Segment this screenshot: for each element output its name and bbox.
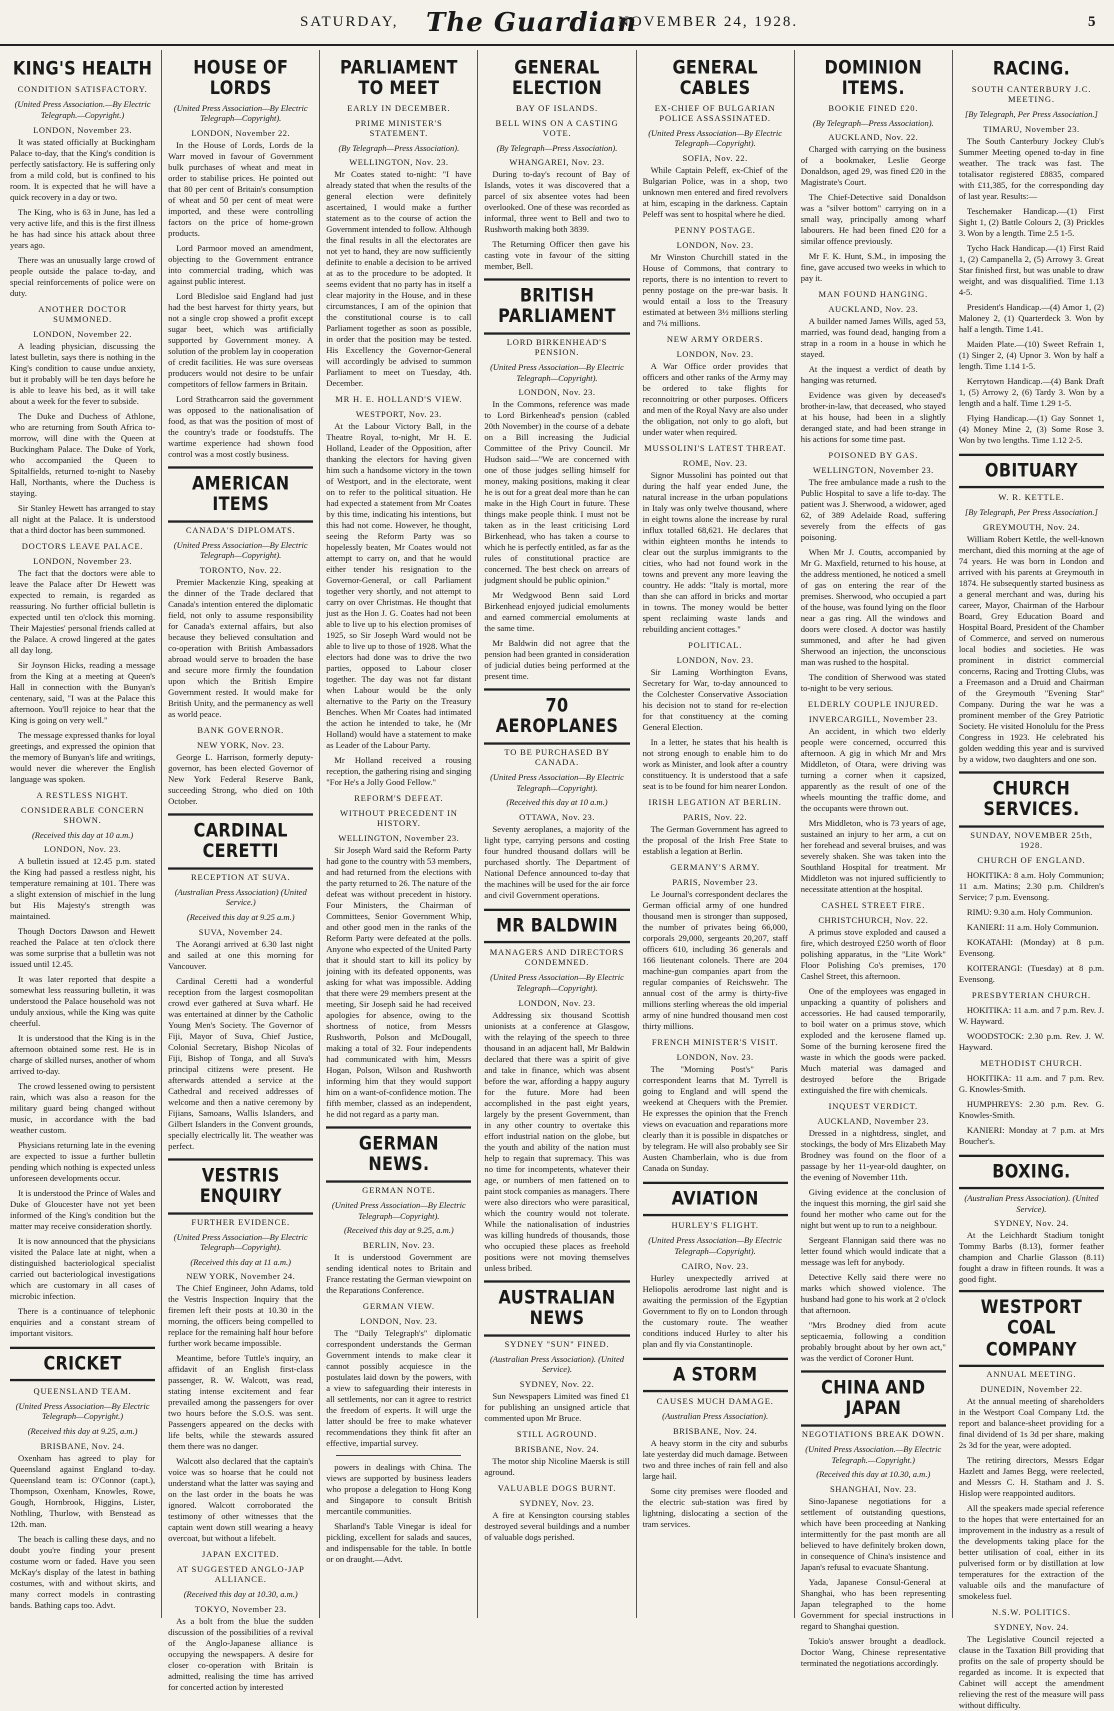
paragraph: A builder named James Wills, aged 53, married, was found dead, hanging from a strap in a room in a house in which he stayed. <box>800 316 946 360</box>
dateline: LONDON, November 22. <box>33 328 132 339</box>
dateline: SYDNEY, Nov. 22. <box>519 1378 595 1389</box>
headline-dominion-items: DOMINION ITEMS. <box>824 56 923 100</box>
subhead: DOCTORS LEAVE PALACE. <box>21 540 144 551</box>
dateline: PARIS, November 23. <box>672 877 758 888</box>
divider <box>336 1455 461 1456</box>
subhead: TO BE PURCHASED BY CANADA. <box>504 747 610 768</box>
received-note: (Received this day at 10 a.m.) <box>506 797 608 808</box>
headline-american-items: AMERICAN ITEMS <box>168 466 313 522</box>
column-2 <box>162 50 320 1692</box>
paragraph: It is understood Government are sending identical notes to Britain and France restating the German viewpoint on the Reparations Conference. <box>326 1252 472 1296</box>
column-5 <box>637 50 795 1618</box>
paragraph: Cardinal Ceretti had a wonderful reception from the largest cosmopolitan crowd ever gathered at Suva wharf. He was entertained at dinner by the Catholic Young Men's Society. The Governor of Fiji, Mayor of Suva, Chief Justice, Colonial Secretary, Bishop Nicolas of Fiji, Bishop of Tonga, and all Suva's principal citizens were present. He afterwards attended a service at the Cathedral and received addresses of welcome and then a native ceremony by Fijians, Samoans, Wallis Islanders, and Gilbert Islanders in the Convent grounds, specially electrically lit. The weather was perfect. <box>168 975 314 1151</box>
dateline: CAIRO, Nov. 23. <box>681 1260 749 1271</box>
race-result: Tycho Hack Handicap.—(1) First Raid 1, (2) Campanella 2, (5) Arrowy 3. Great Star finished first, but was unable to draw weight, and was disqualified. Time 1.13 4-5. <box>958 243 1104 298</box>
received-note: (Received this day at 11 a.m.) <box>190 1256 292 1267</box>
headline-vestris-enquiry: VESTRIS ENQUIRY <box>168 1158 313 1214</box>
paragraph: Mr Baldwin did not agree that the pension had been granted in consideration of judicial duties being performed at the present time. <box>484 638 630 682</box>
received-note: (Received this day at 9.25 a.m.) <box>186 912 295 923</box>
paragraph: Detective Kelly said there were no marks which showed violence. The husband had gone to his work at 2 o'clock that afternoon. <box>800 1272 946 1316</box>
press-credit: (Australian Press Association). <box>662 1411 769 1422</box>
press-credit: (United Press Association—By Electric Telegraph—Copyright). <box>173 102 308 124</box>
paragraph: Le Journal's correspondent declares the German official army of one hundred thousand men is stronger than supposed, the number of privates being 66,000, corporals 29,000, sergeants 20,207, staff officers 610, including 36 generals and 166 lieutenant colonels. There are 204 machine-gun companies apart from the regular companies of Reichswehr. The annual cost of the army is thirty-five millions sterling whereas the old imperial army of nine hundred thousand men cost thirty millions. <box>642 889 788 1032</box>
headline-racing: RACING. <box>992 57 1070 80</box>
subhead: MANAGERS AND DIRECTORS CONDEMNED. <box>489 947 625 968</box>
paragraph: At the Labour Victory Ball, in the Theatre Royal, to-night, Mr H. E. Holland, Leader of the Opposition, after thanking the electors for having given him such a handsome victory in the town of Westport, and in the electorate, went on to refer to the political situation. He had expected a statement from Mr Coates by this time, indicating his intentions, but this had not come. However, he thought, seeing the Reform Party was so hopelessly beaten, Mr Coates would not attempt to carry on, and that he would either tender his resignation to the Governor-General, or call Parliament together very shortly, and not attempt to carry on over Christmas. He thought that just as the Hon J. G. Coates had not been able to live up to his election promises of 1925, so Sir Joseph Ward would not be able to live up to those of 1928. What the electors had done was to drive the two parties, opposed to Labour closer together. The day was not far distant when Labour would be the only alternative to the Party on the Treasury Benches. When Mr Coates had intimated the action he intended to take, he (Mr Holland) would have a statement to make as Leader of the Labour Party. <box>326 421 472 751</box>
press-credit: (United Press Association—By Electric Telegraph—Copyright). <box>490 972 624 994</box>
paragraph: The fact that the doctors were able to leave the Palace after Dr Hewett was expected to remain, is regarded as reassuring. No further official bulletin is expected until ten o'clock this morning. Their Majesties' personal friends called at the Palace. A crowd lingered at the gates all day long. <box>10 567 156 655</box>
subhead: ANOTHER DOCTOR SUMMONED. <box>38 303 127 324</box>
paragraph: Sir Stanley Hewett has arranged to stay all night at the Palace. It is understood that a third doctor has been summoned. <box>10 502 156 535</box>
paragraph: As a bolt from the blue the sudden discussion of the possibilities of a revival of the Anglo-Japanese alliance is occupying the newspapers. A desire for closer co-operation with Britain is admitted, realising the time has arrived for concerted action by interested <box>168 1616 314 1692</box>
dateline: WHANGAREI, Nov. 23. <box>509 157 605 168</box>
subhead: W. R. KETTLE. <box>998 492 1065 503</box>
press-credit: (United Press Association—By Electric Telegraph—Copyright). <box>173 1231 308 1253</box>
press-credit: (By Telegraph—Press Association). <box>496 142 618 153</box>
dateline: SYDNEY, Nov. 24. <box>994 1218 1069 1229</box>
paragraph: It was later reported that despite a somewhat less reassuring bulletin, it was understood the Palace household was not unduly anxious, while the King was quite cheerful. <box>10 974 156 1029</box>
paragraph: Lord Strathcarron said the government was opposed to the nationalisation of food, as that was the position of most of the country's trade or foodstuffs. The wartime experience had shown food control was a most costly business. <box>168 394 314 460</box>
dateline: BRISBANE, Nov. 24. <box>673 1425 758 1436</box>
subhead: ANNUAL MEETING. <box>986 1368 1077 1379</box>
column-6 <box>795 50 953 1669</box>
headline-cricket: CRICKET <box>10 1347 155 1382</box>
paragraph: The "Morning Post's" Paris correspondent learns that M. Tyrrell is going to England and will spend the weekend at Chequers with the Premier. He expresses the opinion that the French views on evacuation and reparations more clearly than it is possible in dispatches or by telegram. He will also probably see Sir Austen Chamberlain, who is due from Canada on Sunday. <box>642 1064 788 1174</box>
dateline: AUCKLAND, Nov. 22. <box>828 132 919 143</box>
press-credit: (United Press Association—By Electric Telegraph—Copyright). <box>490 362 624 383</box>
paragraph: Oxenham has agreed to play for Queensland against England to-day. Queensland team is: O'Connor (capt.), Thompson, Oxenham, Knowles, Rowe, Gough, Hornbrook, Higgins, Lister, Nothling, Thurlow, with Benstead as 12th. man. <box>10 1452 156 1529</box>
dateline: NEW YORK, Nov. 23. <box>197 740 285 751</box>
paragraph: The condition of Sherwood was stated to-night to be very serious. <box>800 672 946 694</box>
paragraph: Mr Holland received a rousing reception, the gathering rising and singing "For He's a Jolly Good Fellow." <box>326 755 472 788</box>
press-credit: (Australian Press Association) (United Service.) <box>174 886 307 908</box>
paragraph: Tokio's answer brought a deadlock. Doctor Wang, Chinese representative terminated the negotiations accordingly. <box>800 1636 946 1669</box>
paragraph: Mrs Middleton, who is 73 years of age, sustained an injury to her arm, a cut on her forehead and several bruises, and was severely shaken. She was taken into the Southland Hospital for treatment. Mr Middleton was not injured sufficiently to necessitate attention at the hospital. <box>800 818 946 895</box>
subhead: CAUSES MUCH DAMAGE. <box>656 1396 774 1407</box>
dateline: SYDNEY, Nov. 24. <box>994 1621 1069 1632</box>
subhead: PENNY POSTAGE. <box>674 225 756 236</box>
race-result: President's Handicap.—(4) Amor 1, (2) Maloney 2, (1) Quarterdeck 3. Won by half a length. Time 1.41. <box>958 302 1104 335</box>
headline-kings-health: KING'S HEALTH <box>12 57 153 80</box>
paragraph: Lord Bledisloe said England had just had the best harvest for thirty years, but not a single crop showed a profit except sugar beet, which was artificially supported by Government money. A solution of the problem lay in cooperation of credit facilities. He was sure overseas producers would not desire to be unfair competitors of fellow farmers in Britain. <box>168 291 314 390</box>
dateline: SOFIA, Nov. 22. <box>682 153 748 164</box>
paragraph: A leading physician, discussing the latest bulletin, says there is nothing in the King's condition to cause undue anxiety, but it probably will be ten days before he is able to leave his bed, as it will take about a week for the fever to subside. <box>10 340 156 406</box>
subhead: GERMAN VIEW. <box>362 1301 435 1312</box>
subhead: CANADA'S DIPLOMATS. <box>185 524 296 535</box>
press-credit: (United Press Association.—By Electric Telegraph.—Copyright.) <box>805 1444 942 1465</box>
subhead: PRIME MINISTER'S STATEMENT. <box>355 117 443 138</box>
paragraph: Physicians returning late in the evening are expected to issue a further bulletin pending which nothing is expected unless unforeseen developments occur. <box>10 1140 156 1184</box>
received-note: (Received this day at 9.25, a.m.) <box>27 1425 138 1436</box>
dateline: SHANGHAI, Nov. 23. <box>829 1484 917 1495</box>
paragraph: The German Government has agreed to the proposal of the Irish Free State to establish a legation at Berlin. <box>642 824 788 857</box>
paragraph: The free ambulance made a rush to the Public Hospital to save a life to-day. The patient was J. Sherwood, a widower, aged 62, of 389 Adelaide Road, suffering severely from the effects of gas poisoning. <box>800 477 946 543</box>
subhead: A RESTLESS NIGHT. <box>36 789 129 800</box>
subhead: INQUEST VERDICT. <box>828 1101 918 1112</box>
paragraph: At the Leichhardt Stadium tonight Tommy Barbs (8.13), former feather champion and Charlie Glasson (8.11) fought a draw in fifteen rounds. It was a good fight. <box>958 1230 1104 1285</box>
dateline: NEW YORK, November 24. <box>186 1271 296 1282</box>
paragraph: Sir Joseph Ward said the Reform Party had gone to the country with 53 members, and had returned from the elections with the party returned to 26. The nature of the defeat was without precedent in history. Four Ministers, the Chairman of Committees, Senior Government Whip, and other good men in the ranks of the Reform Party were defeated at the polls. Anyone who expected of the United Party that it should start to kill its policy by joining with its defeated opponents, was asking for what was impossible. Adding that there were 29 members present at the meeting, Sir Joseph said he had received apologies for absence, owing to the shortness of notice, from Messrs Rushworth, Polson and McDougall, making a total of 32. Four independents had communicated with him, Messrs Hogan, Polson, Wilson and Rushworth informing him that they would support him on a want-of-confidence motion. The fifth member, classed as an independent, he did not regard as a party man. <box>326 845 472 1120</box>
page-number: 5 <box>1088 14 1096 30</box>
paragraph: At the inquest a verdict of death by hanging was returned. <box>800 364 946 386</box>
subhead: FURTHER EVIDENCE. <box>191 1216 290 1227</box>
subhead: EX-CHIEF OF BULGARIAN POLICE ASSASSINATED. <box>654 102 776 123</box>
subhead: JAPAN EXCITED. <box>201 1549 280 1560</box>
subhead: BELL WINS ON A CASTING VOTE. <box>495 117 619 138</box>
subhead: ELDERLY COUPLE INJURED. <box>807 699 939 710</box>
service-listing: RIMU: 9.30 a.m. Holy Communion. <box>966 906 1093 917</box>
press-credit: (United Press Association.—By Electric Telegraph.—Copyright.) <box>14 99 151 121</box>
paragraph: Mr Winston Churchill stated in the House of Commons, that contrary to reports, there is no intention to revert to penny postage on the pre-war basis. It would entail a loss to the Treasury estimated at between 3½ millions sterling and 7¼ millions. <box>642 252 788 329</box>
subhead: EARLY IN DECEMBER. <box>347 102 451 113</box>
headline-british-parliament: BRITISH PARLIAMENT <box>484 279 629 335</box>
subhead: BANK GOVERNOR. <box>197 725 285 736</box>
paragraph: Sergeant Flannigan said there was no letter found which would indicate that a message was left for anybody. <box>800 1235 946 1268</box>
press-credit: (United Press Association—By Electric Telegraph—Copyright). <box>331 1200 466 1221</box>
subhead: QUEENSLAND TEAM. <box>33 1385 132 1396</box>
press-credit: (United Press Association—By Electric Telegraph—Copyright). <box>490 772 624 793</box>
dateline: LONDON, November 22. <box>191 128 291 139</box>
paragraph: The Chief-Detective said Donaldson was a "silver bottom" carrying on in a small way, principally among wharf labourers. He had been fined £20 for a similar offence previously. <box>800 192 946 247</box>
paragraph: The Chief Engineer, John Adams, told the Vestris Inspection Inquiry that the firemen left their posts at 10.30 in the morning, the officers being compelled to replace for the remaining half hour before further work became impossible. <box>168 1283 314 1349</box>
paragraph: In a letter, he states that his health is not strong enough to enable him to do work as Minister, and look after a country constituency. It is understood that a safe seat is to be found for him nearer London. <box>642 737 788 792</box>
dateline: SUVA, November 24. <box>198 926 283 937</box>
service-listing: KANIERI: 11 a.m. Holy Communion. <box>966 921 1099 932</box>
service-listing: HOKITIKA: 11 a.m. and 7 p.m. Rev. J. W. Hayward. <box>958 1004 1104 1026</box>
paragraph: In the House of Lords, Lords de la Warr moved in favour of Government bulk purchases of wheat and meat in order to stabilise prices. He pointed out that 80 per cent of Britain's consumption of wheat and 50 per cent of meat were imported, and these were controlling factors on the price of home-grown products. <box>168 140 314 239</box>
paragraph: Yada, Japanese Consul-General at Shanghai, who has been representing Japan telegraphed to the home Government for special instructions in regard to Shanghai question. <box>800 1577 946 1632</box>
subhead: CHURCH OF ENGLAND. <box>977 854 1086 865</box>
subhead: IRISH LEGATION AT BERLIN. <box>648 797 782 808</box>
subhead: GERMAN NOTE. <box>362 1185 436 1196</box>
dateline: OTTAWA, Nov. 23. <box>519 812 595 823</box>
paragraph: The Returning Officer then gave his casting vote in favour of the sitting member, Bell. <box>484 239 630 272</box>
paragraph: powers in dealings with China. The views are supported by business leaders who propose a delegation to Hong Kong and Singapore to consult British mercantile communities. <box>326 1462 472 1517</box>
headline-mr-baldwin: MR BALDWIN <box>484 909 629 944</box>
dateline: DUNEDIN, November 22. <box>980 1383 1083 1394</box>
paragraph: It is now announced that the physicians visited the Palace late at night, when a distinguished bacteriological specialist carried out bacteriological investigations which are customary in all cases of microbic infection. <box>10 1236 156 1302</box>
dateline: LONDON, Nov. 23. <box>518 997 596 1008</box>
masthead-date: NOVEMBER 24, 1928. <box>618 14 799 30</box>
subhead: AT SUGGESTED ANGLO-JAP ALLIANCE. <box>176 1564 305 1585</box>
paragraph: A primus stove exploded and caused a fire, which destroyed £250 worth of floor polishing apparatus, in the "Lite Work" Floor Polishing Co's premises, 170 Cashel Street, this afternoon. <box>800 927 946 982</box>
dateline: LONDON, Nov. 23. <box>676 240 754 251</box>
press-credit: [By Telegraph, Per Press Association.] <box>964 109 1098 120</box>
subhead: CONDITION SATISFACTORY. <box>17 84 148 95</box>
advertisement: Sharland's Table Vinegar is ideal for pickling, excellent for salads and sauces, and indispensable for the table. In bottle or on draught.—Advt. <box>326 1521 472 1565</box>
headline-china-and-japan: CHINA AND JAPAN <box>801 1371 946 1427</box>
press-credit: (By Telegraph—Press Association). <box>338 142 460 153</box>
received-note: (Received this day at 10.30, a.m.) <box>183 1589 298 1600</box>
dateline: TIMARU, November 23. <box>983 124 1080 135</box>
headline-boxing: BOXING. <box>959 1155 1104 1190</box>
dateline: SYDNEY, Nov. 23. <box>519 1497 595 1508</box>
paragraph: William Robert Kettle, the well-known merchant, died this morning at the age of 74 years. He was born in London and arrived with his parents at Greymouth in 1874. He subsequently started business as a general merchant and was, during his career, Mayor, Chairman of the Harbour Board, Grey Education Board and Hospital Board, President of the Chamber of Commerce, and served on numerous local bodies and societies. He was prominent in district commercial concerns, Racing and Trotting Clubs, was a Freemason and a Druid and Chairman of the Greymouth "Evening Star" Company. During the war he was a prominent member of the Grey Patriotic Society. He visited Honolulu for the Press Congress in 1923. He celebrated his golden wedding this year and is survived by a widow, two daughters and one son. <box>958 534 1104 765</box>
subhead: NEW ARMY ORDERS. <box>666 334 764 345</box>
subhead: BOOKIE FINED £20. <box>828 102 919 113</box>
subhead: SOUTH CANTERBURY J.C. MEETING. <box>971 84 1092 105</box>
paragraph: While Captain Peleff, ex-Chief of the Bulgarian Police, was in a shop, two unknown men entered and fired revolvers at him, escaping in the darkness. Captain Peleff was sent to hospital where he died. <box>642 165 788 220</box>
subhead: HURLEY'S FLIGHT. <box>671 1220 759 1231</box>
dateline: BERLIN, Nov. 23. <box>362 1240 435 1251</box>
dateline: CHRISTCHURCH, Nov. 22. <box>818 915 929 926</box>
paragraph: Hurley unexpectedly arrived at Heliopolis aerodrome last night and is awaiting the permission of the Egyptian Government to fly on to London through the customary route. The weather conditions induced Hurley to alter his plan and fly via Constantinople. <box>642 1272 788 1349</box>
headline-70-aeroplanes: 70 AEROPLANES <box>484 689 629 745</box>
paragraph: The "Daily Telegraph's" diplomatic correspondent understands the German Government intends to make clear it cannot possibly acquiesce in the postulates laid down by the powers, with a view to safeguarding their interests in all settlements, nor can it agree to restrict the freedom of experts. It will urge the latter should be free to make whatever recommendations they think fit after an effective, impartial survey. <box>326 1328 472 1449</box>
press-credit: [By Telegraph, Per Press Association.] <box>964 507 1098 518</box>
paragraph: Lord Parmoor moved an amendment, objecting to the Government entrance into commercial trading, which was against public interest. <box>168 243 314 287</box>
paragraph: George L. Harrison, formerly deputy-governor, has been elected Governor of New York Federal Reserve Bank, succeeding Strong, who died on 10th October. <box>168 752 314 807</box>
paragraph: All the speakers made special reference to the hopes that were entertained for an improvement in the industry as a result of the developments taking place for the better utilisation of coal, either in its pulverised form or by distillation at low temperatures for the extraction of the valuable oils and the manufacture of smokeless fuel. <box>958 1502 1104 1601</box>
column-7 <box>953 50 1110 1710</box>
dateline: BRISBANE, Nov. 24. <box>40 1440 125 1451</box>
subhead: CONSIDERABLE CONCERN SHOWN. <box>20 804 145 825</box>
dateline: WELLINGTON, November 23. <box>812 465 934 476</box>
subhead: SYDNEY "SUN" FINED. <box>504 1338 610 1349</box>
paragraph: An accident, in which two elderly people were concerned, occurred this afternoon. A gig in which Mr and Mrs Middleton, of Otara, were driving was turning a corner when it capsized, apparently as the result of one of the wheels mounting the traffic dome, and the occupants were thrown out. <box>800 726 946 814</box>
headline-obituary: OBITUARY <box>959 454 1104 489</box>
headline-cardinal-ceretti: CARDINAL CERETTI <box>168 813 313 869</box>
paragraph: The motor ship Nicoline Maersk is still aground. <box>484 1455 630 1477</box>
dateline: LONDON, Nov. 23. <box>676 655 754 666</box>
masthead-day: SATURDAY, <box>300 14 399 30</box>
paragraph: Charged with carrying on the business of a bookmaker, Leslie George Donaldson, aged 29, was fined £20 in the Magistrate's Court. <box>800 144 946 188</box>
headline-church-services: CHURCH SERVICES. <box>959 771 1104 827</box>
paragraph: The King, who is 63 in June, has led a very active life, and this is the first illness he has had since his attack about three years ago. <box>10 206 156 250</box>
press-credit: (By Telegraph—Press Association). <box>812 117 934 128</box>
dateline: BRISBANE, Nov. 24. <box>514 1443 600 1454</box>
dateline: LONDON, November 23. <box>33 555 132 566</box>
paragraph: "Mrs Brodney died from acute septicaemia, following a condition probably brought about by her own act," was the verdict of Coroner Hunt. <box>800 1320 946 1364</box>
paragraph: A bulletin issued at 12.45 p.m. stated the King had passed a restless night, his temperature remaining at 101. There was a slight extension of mischief in the lung but His Majesty's strength was maintained. <box>10 856 156 922</box>
subhead: POLITICAL. <box>688 640 743 651</box>
dateline: PARIS, Nov. 22. <box>683 812 748 823</box>
dateline: LONDON, Nov. 23. <box>44 844 122 855</box>
service-listing: HUMPHREYS: 2.30 p.m. Rev. G. Knowles-Smith. <box>958 1098 1104 1120</box>
paragraph: Meantime, before Tuttle's inquiry, an affidavit of an English first-class passenger, R. W. Walcott, was read, stating intense excitement and fear prevailed among the passengers for over two hours before the S.O.S. was sent. Passengers appeared on the decks with life belts, while the stewards assured them there was no danger. <box>168 1353 314 1452</box>
dateline: TORONTO, Nov. 22. <box>199 565 282 576</box>
paragraph: Giving evidence at the conclusion of the inquest this morning, the girl said she found her mother who came out for the night but went up to run to a neighbour. <box>800 1187 946 1231</box>
press-credit: (United Press Association—By Electric Telegraph—Copyright.) <box>15 1400 150 1422</box>
paragraph: Walcott also declared that the captain's voice was so hoarse that he could not understand what the latter was saying and on the last order in the boats he was ignored. Walcott corroborated the testimony of other witnesses that the captain went down still wearing a heavy overcoat, but without a lifebelt. <box>168 1456 314 1544</box>
received-note: (Received this day at 10.30, a.m.) <box>816 1469 931 1480</box>
paragraph: It is understood the Prince of Wales and Duke of Gloucester have not yet been informed of the King's condition but the matter may receive consideration shortly. <box>10 1188 156 1232</box>
headline-general-cables: GENERAL CABLES <box>672 56 758 100</box>
headline-german-news: GERMAN NEWS. <box>326 1127 471 1183</box>
subhead: FRENCH MINISTER'S VISIT. <box>651 1037 779 1048</box>
paragraph: The Legislative Council rejected a clause in the Taxation Bill providing that profits on the sale of property should be regarded as income. It is expected that Cabinet will accept the amendment relieving the rest of the measure will pass without difficulty. <box>958 1633 1104 1710</box>
subhead: WITHOUT PRECEDENT IN HISTORY. <box>340 808 458 829</box>
subhead: VALUABLE DOGS BURNT. <box>497 1482 617 1493</box>
race-result: Maiden Plate.—(10) Sweet Refrain 1, (1) Singer 2, (4) Upnor 3. Won by half a length. Time 1.14 1-5. <box>958 339 1104 372</box>
subhead: PRESBYTERIAN CHURCH. <box>971 989 1091 1000</box>
subhead: STILL AGROUND. <box>516 1428 598 1439</box>
headline-general-election: GENERAL ELECTION <box>511 56 603 100</box>
paragraph: Sino-Japanese negotiations for a settlement of outstanding questions, which have been proceeding at Nanking intermittently for the past month are all believed to have definitely broken down, in consequence of China's insistence and Japan's refusal to evacuate Shantung. <box>800 1496 946 1573</box>
subhead: REFORM'S DEFEAT. <box>354 793 444 804</box>
dateline: LONDON, Nov. 23. <box>676 349 754 360</box>
service-listing: WOODSTOCK: 2.30 p.m. Rev. J. W. Hayward. <box>958 1030 1104 1052</box>
press-credit: (Australian Press Association). (United Service). <box>964 1193 1099 1214</box>
subhead: NEGOTIATIONS BREAK DOWN. <box>801 1429 945 1440</box>
paragraph: There is a continuance of telephonic enquiries and a constant stream of important visitors. <box>10 1306 156 1339</box>
dateline: AUCKLAND, Nov. 23. <box>828 304 919 315</box>
paragraph: There was an unusually large crowd of people outside the palace to-day, and special reinforcements of police were on duty. <box>10 254 156 298</box>
paragraph: A heavy storm in the city and suburbs late yesterday did much damage. Between two and three inches of rain fell and also large hail. <box>642 1437 788 1481</box>
service-listing: KOITERANGI: (Tuesday) at 8 p.m. Evensong. <box>958 962 1104 984</box>
paragraph: One of the employees was engaged in unpacking a quantity of polishers and accessories. He had caused temporarily, to boil water on a primus stove, which exploded and the kerosene flamed up. Some of the burning kerosene fired the waste in which the goods were packed. Much material was damaged and destroyed before the Brigade extinguished the fire with chemicals. <box>800 986 946 1096</box>
paragraph: Evidence was given by deceased's brother-in-law, that deceased, who stayed at his house, had been in a slightly deranged state, and had been strange in his actions for some time past. <box>800 390 946 445</box>
paragraph: The South Canterbury Jockey Club's Summer Meeting opened to-day in fine weather. The track was fast. The totalisator registered £8835, compared with £11,385, for the corresponding day of last year. Results:— <box>958 136 1104 202</box>
subhead: MUSSOLINI'S LATEST THREAT. <box>644 443 787 454</box>
headline-aviation: AVIATION <box>643 1182 788 1217</box>
paragraph: Mr Coates stated to-night: "I have already stated that when the results of the general election were definitely ascertained, I would make a further statement as to the course of action the Government intended to follow. Although the final results in all the electorates are not yet to hand, they are now sufficiently definite to enable a decision to be arrived at as to the procedure to be adopted. It seems evident that no party has in itself a clear majority in the House, and in these circumstances, I am of the opinion that the constitutional course is to call Parliament together as soon as possible, in order that the position may be tested. His Excellency the Governor-General will accordingly be advised to summon Parliament to meet on Tuesday, 4th. December. <box>326 169 472 389</box>
paragraph: When Mr J. Coutts, accompanied by Mr G. Maxfield, returned to his house, at the address mentioned, he noticed a smell of gas on entering the rear of the premises. Sherwood, who occupied a part of the house, was found lying on the floor near a gas ring. All the windows and doors were closed. A doctor was hastily summoned, and after he had given Sherwood an injection, the unconscious man was rushed to the hospital. <box>800 547 946 668</box>
paragraph: Premier Mackenzie King, speaking at the dinner of the Trade declared that Canada's intention entered the diplomatic field, not only to assume responsibility for Canada's external affairs, but also because they believed consultation and co-operation with British Ambassadors abroad would serve to broaden the base and secure more firmly the foundation upon which the British Empire Government rested. It would make for British Unity, and the permanency as well as world peace. <box>168 577 314 720</box>
column-4 <box>478 50 636 1618</box>
race-result: Flying Handicap.—(1) Gay Sonnet 1, (4) Money Mine 2, (3) Some Rose 3. Won by two lengths. Time 1.12 2-5. <box>958 413 1104 446</box>
race-result: Kerrytown Handicap.—(4) Bank Draft 1, (5) Arrowy 2, (6) Tardy 3. Won by a length and a half. Time 1.29 1-5. <box>958 376 1104 409</box>
column-3 <box>320 50 478 1618</box>
headline-a-storm: A STORM <box>643 1357 788 1392</box>
paragraph: Mr F. K. Hunt, S.M., in imposing the fine, gave accused two weeks in which to pay it. <box>800 251 946 284</box>
paragraph: Sir Laming Worthington Evans, Secretary for War, to-day announced to the Colchester Conservative Association his decision not to stand for re-election for that constituency at the coming General Election. <box>642 667 788 733</box>
paragraph: Some city premises were flooded and the electric sub-station was fired by lightning, dislocating a section of the tram services. <box>642 1485 788 1529</box>
subhead: MAN FOUND HANGING. <box>818 289 929 300</box>
paragraph: In the Commons, reference was made to Lord Birkenhead's pension (cabled 20th November) in the course of a debate on a Bill increasing the Judicial Committee of the Privy Council. Mr Hudson said—"We are concerned with one of those judges selling himself for money, making positions, making it clear he is out for a great deal more than he can make in the High Court in future. These things make people think. I must not be taken as in the least criticising Lord Birkenhead, who has taken a course to which he is perfectly entitled, as far as the rules of constitutional practice are concerned. The best check on arrears of judgment should be public opinion." <box>484 399 630 586</box>
press-credit: (United Press Association—By Electric Telegraph—Copyright). <box>173 539 308 561</box>
service-listing: KANIERI: Monday at 7 p.m. at Mrs Boucher's. <box>958 1124 1104 1146</box>
paragraph: At the annual meeting of shareholders in the Westport Coal Company Ltd. the report and balance-sheet providing for a final dividend of 1s 3d per share, making 2s 3d for the year, were adopted. <box>958 1395 1104 1450</box>
paragraph: The message expressed thanks for loyal greetings, and expressed the opinion that the memory of Bunyan's life and writings, would never die wherever the English language was spoken. <box>10 729 156 784</box>
press-credit: (United Press Association—By Electric Telegraph—Copyright). <box>648 127 783 149</box>
masthead-title: The Guardian <box>426 8 638 38</box>
dateline: WESTPORT, Nov. 23. <box>355 409 442 420</box>
subhead: POISONED BY GAS. <box>828 450 919 461</box>
column-1 <box>4 50 162 1618</box>
paragraph: The Aorangi arrived at 6.30 last night and sailed at one this morning for Vancouver. <box>168 938 314 971</box>
received-note: (Received this day at 9.25, a.m.) <box>343 1225 454 1236</box>
paragraph: The retiring directors, Messrs Edgar Hazlett and James Begg, were reelected, and Messrs C. H. Statham and J. S. Hislop were reappointed auditors. <box>958 1454 1104 1498</box>
paragraph: Sun Newspapers Limited was fined £1 for publishing an unsigned article that commented upon Mr Bruce. <box>484 1390 630 1423</box>
subhead: SUNDAY, NOVEMBER 25th, 1928. <box>970 829 1093 850</box>
subhead: BAY OF ISLANDS. <box>516 102 598 113</box>
paragraph: Sir Joynson Hicks, reading a message from the King at a meeting at Queen's Hall in connection with the Bunyan's centenary, said, "I was at the Palace this afternoon. You'll rejoice to hear that the King is going on very well." <box>10 659 156 725</box>
press-credit: (United Press Association—By Electric Telegraph—Copyright). <box>648 1235 783 1257</box>
paragraph: Addressing six thousand Scottish unionists at a conference at Glasgow, with the relaying of the speech to three thousand in an adjacent hall, Mr Baldwin declared that there was a spirit of give and take in finance, which was absent before the war, affording a happy augury for the future. More had been accomplished in the past eight years, largely by the present Government, than in any other country to overtake this effort industrial nation on the globe, but the youth and ability of the nation must help to regain that supremacy. This was no time for incompetents, whatever their age, or numbers of men fattened on to paint stock companies as managers. There were also directors who were parasitical, which the country would not tolerate. While the nationalisation of industries was killing hundreds of thousands, those who occupied these places as freehold positions were not moving themselves unless bribed. <box>484 1009 630 1273</box>
dateline: TOKYO, November 23. <box>194 1604 287 1614</box>
subhead: METHODIST CHURCH. <box>980 1057 1083 1068</box>
columns <box>4 50 1110 1710</box>
dateline: INVERCARGILL, November 23. <box>808 714 938 725</box>
paragraph: Mr Wedgwood Benn said Lord Birkenhead enjoyed judicial emoluments and earned commercial emoluments at the same time. <box>484 590 630 634</box>
paragraph: A fire at Kensington coursing stables destroyed several buildings and a number of valuable dogs perished. <box>484 1509 630 1542</box>
paragraph: Seventy aeroplanes, a majority of the light type, carrying persons and costing four hundred thousand dollars will be purchased shortly. The Department of National Defence announced to-day that the machines will be used for the air force and civil Government operations. <box>484 824 630 901</box>
paragraph: A War Office order provides that officers and other ranks of the Army may be ordered to take flights for reconnoitring or other purposes. Officers and men of the Royal Navy are also under the obligation, not only to go aloft, but under water when required. <box>642 361 788 438</box>
headline-house-of-lords: HOUSE OF LORDS <box>193 56 289 100</box>
headline-westport-coal-company: WESTPORT COAL COMPANY <box>959 1290 1104 1367</box>
service-listing: HOKITIKA: 8 a.m. Holy Communion; 11 a.m. Matins; 2.30 p.m. Children's Service; 7 p.m. Evensong. <box>958 869 1104 902</box>
subhead: RECEPTION AT SUVA. <box>191 871 291 882</box>
dateline: AUCKLAND, November 23. <box>817 1116 930 1127</box>
dateline: GREYMOUTH, Nov. 24. <box>982 522 1080 533</box>
service-listing: HOKITIKA: 11 a.m. and 7 p.m. Rev. G. Knowles-Smith. <box>958 1072 1104 1094</box>
dateline: LONDON, Nov. 23. <box>360 1316 438 1327</box>
subhead: N.S.W. POLITICS. <box>991 1606 1071 1617</box>
subhead: LORD BIRKENHEAD'S PENSION. <box>506 337 608 358</box>
paragraph: It was stated officially at Buckingham Palace to-day, that the King's condition is perfectly satisfactory. He is suffering only from a mild cold, but is confined to his room. It is expected that he will have a quick recovery in a day or two. <box>10 136 156 202</box>
paragraph: The crowd lessened owing to persistent rain, which was also a reason for the military guard being changed without music, in accordance with the bad weather custom. <box>10 1081 156 1136</box>
dateline: ROME, Nov. 23. <box>682 458 748 469</box>
press-credit: (Australian Press Association). (United Service). <box>489 1353 625 1375</box>
masthead <box>0 0 1114 46</box>
paragraph: During to-day's recount of Bay of Islands, votes it was discovered that a parcel of six absentee votes had been overlooked. One of these was recorded as informal, three went to Bell and two to Rushworth making both 3839. <box>484 169 630 235</box>
dateline: LONDON, November 23. <box>33 124 132 135</box>
headline-parliament-to-meet: PARLIAMENT TO MEET <box>340 56 458 100</box>
received-note: (Received this day at 10 a.m.) <box>31 829 134 840</box>
service-listing: KOKATAHI: (Monday) at 8 p.m. Evensong. <box>958 936 1104 958</box>
dateline: WELLINGTON, Nov. 23. <box>349 157 449 168</box>
dateline: LONDON, Nov. 23. <box>676 1052 754 1063</box>
paragraph: Though Doctors Dawson and Hewett reached the Palace at ten o'clock there was some surprise that a bulletin was not issued until 12.45. <box>10 926 156 970</box>
dateline: LONDON, Nov. 23. <box>518 387 596 398</box>
subhead: MR H. E. HOLLAND'S VIEW. <box>335 394 463 405</box>
subhead: GERMANY'S ARMY. <box>670 862 760 873</box>
paragraph: It is understood that the King is in the afternoon obtained some rest. He is in charge of skilled nurses, another of whom arrived to-day. <box>10 1033 156 1077</box>
paragraph: The Duke and Duchess of Athlone, who are returning from South Africa to-morrow, will dine with the Queen at Buckingham Palace. The Duke of York, who accompanied the Queen to Spitalfields, returned to-night to Naseby Hall, Northants, where the Duchess is staying. <box>10 410 156 498</box>
paragraph: Dressed in a nightdress, singlet, and stockings, the body of Mrs Elizabeth May Brodney was found on the floor of a passage by her 11-year-old daughter, on the evening of November 11th. <box>800 1128 946 1183</box>
subhead: CASHEL STREET FIRE. <box>821 900 926 911</box>
paragraph: Signor Mussolini has pointed out that during the half year ended June, the natural increase in the urban populations in Italy was only twelve thousand, where in eight towns alone the increase by rural influx totalled 68,621. He declares that within eighteen months he intends to clear out the surplus immigrants to the cities, who had not found work in the towns and prevent any more leaving the country. He adds: "Italy is mortal, more than she can afford in bricks and mortar in towns. The money would be better spent reclaiming waste lands and rebuilding ancient cottages." <box>642 470 788 635</box>
dateline: WELLINGTON, November 23. <box>338 833 460 844</box>
advertisement: The beach is calling these days, and no doubt you're finding your present costume worn or faded. Have you seen McKay's display of the latest in bathing costumes, with and without skirts, and many correct models in contrasting bands. Bathing caps too. Advt. <box>10 1533 156 1610</box>
race-result: Teschemaker Handicap.—(1) First Sight 1, (2) Battle Colours 2, (3) Prickles 3. Won by a length. Time 2.5 1-5. <box>958 206 1104 239</box>
headline-australian-news: AUSTRALIAN NEWS <box>484 1280 629 1336</box>
